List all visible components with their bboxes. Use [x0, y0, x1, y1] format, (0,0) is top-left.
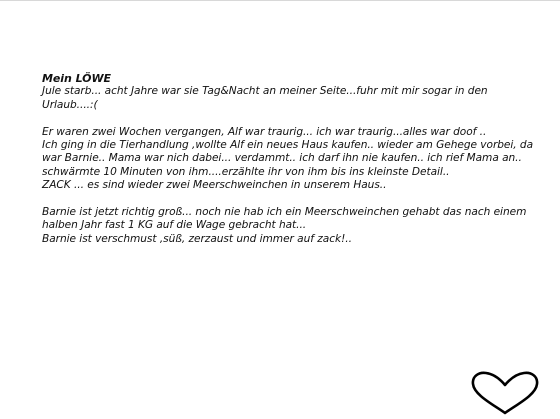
paragraph-gap — [42, 112, 554, 125]
paragraph-3-line-1: Barnie ist jetzt richtig groß... noch nie hab ich ein Meerschweinchen gehabt das nach einem — [42, 206, 527, 219]
paragraph-3-line-2: halben Jahr fast 1 KG auf die Wage gebracht hat... — [42, 219, 307, 232]
story-text — [42, 72, 554, 246]
paragraph-2-line-2: Ich ging in die Tierhandlung ,wollte Alf ein neues Haus kaufen.. wieder am Gehege vorbei, da — [42, 139, 534, 152]
paragraph-2-line-3: war Barnie.. Mama war nich dabei... verdammt.. ich darf ihn nie kaufen.. ich rief Mama an.. — [42, 152, 522, 165]
heart-outline-path — [473, 373, 537, 413]
paragraph-2-line-5: ZACK ... es sind wieder zwei Meerschweinchen in unserem Haus.. — [42, 179, 387, 192]
story-title: Mein LÖWE — [42, 72, 112, 85]
paragraph-1-line-1: Jule starb... acht Jahre war sie Tag&Nacht an meiner Seite...fuhr mit mir sogar in den — [42, 85, 488, 98]
paragraph-1-line-2: Urlaub....:( — [42, 98, 98, 111]
paragraph-3-line-3: Barnie ist verschmust ,süß, zerzaust und immer auf zack!.. — [42, 232, 352, 245]
paragraph-gap — [42, 193, 554, 206]
paragraph-2-line-1: Er waren zwei Wochen vergangen, Alf war traurig... ich war traurig...alles war doof .. — [42, 125, 487, 138]
top-divider — [0, 0, 560, 1]
paragraph-2-line-4: schwärmte 10 Minuten von ihm....erzählte ihr von ihm bis ins kleinste Detail.. — [42, 165, 450, 178]
heart-outline-icon — [470, 370, 540, 416]
